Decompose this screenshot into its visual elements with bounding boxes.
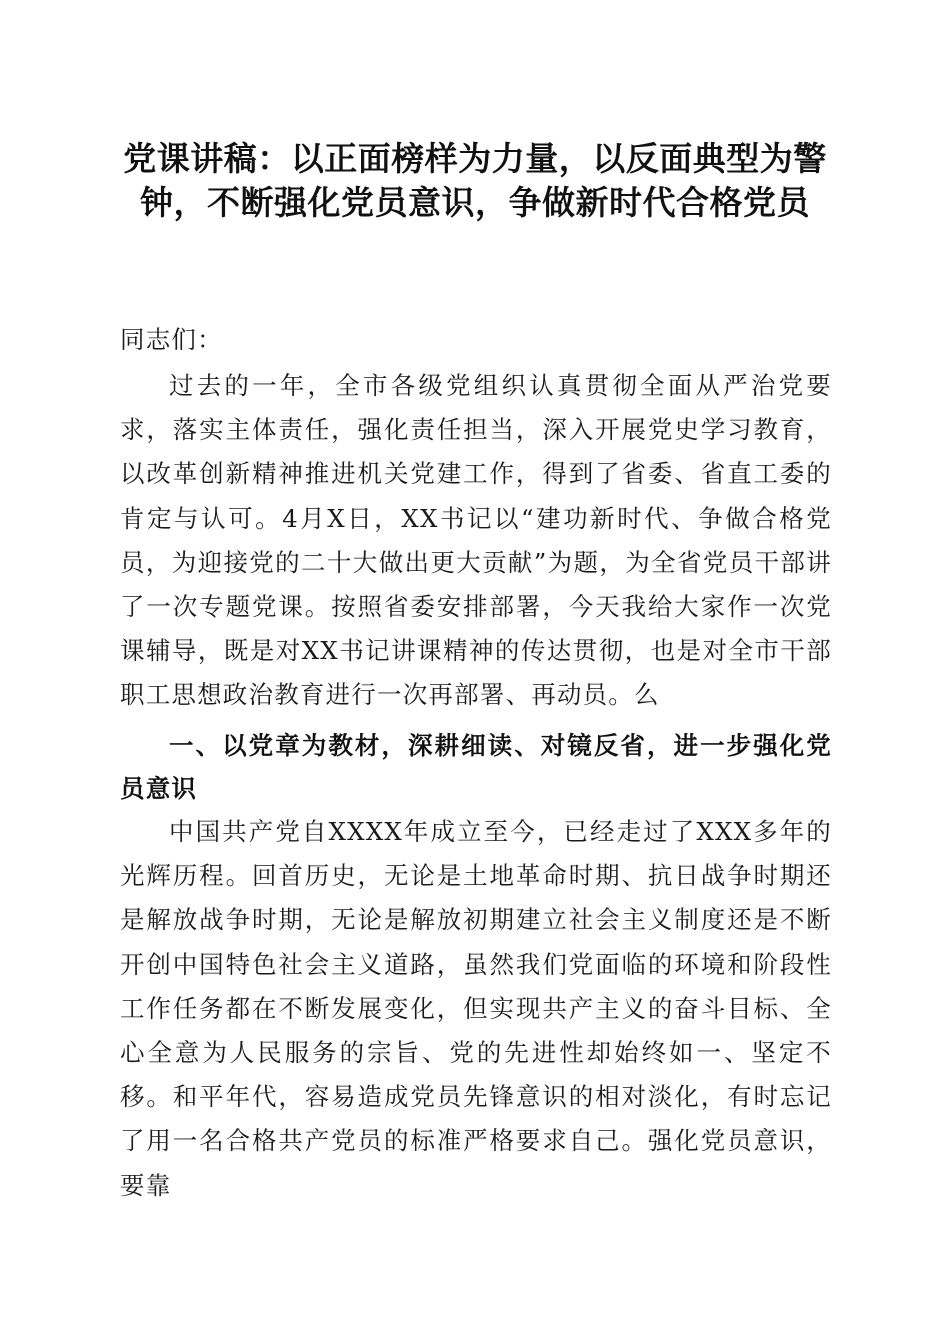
intro-paragraph: 过去的一年，全市各级党组织认真贯彻全面从严治党要求，落实主体责任，强化责任担当，深入开展党史学习教育，以改革创新精神推进机关党建工作，得到了省委、省直工委的肯定与认可。4月X日，XX书记以“建功新时代、争做合格党员，为迎接党的二十大做出更大贡献”为题，为全省党员干部讲了一次专题党课。按照省委安排部署，今天我给大家作一次党课辅导，既是对XX书记讲课精神的传达贯彻，也是对全市干部职工思想政治教育进行一次再部署、再动员。么	[120, 371, 832, 710]
greeting: 同志们：	[120, 325, 223, 354]
section-heading-1: 一、以党章为教材，深耕细读、对镜反省，进一步强化党员意识	[120, 731, 832, 803]
document-title: 党课讲稿：以正面榜样为力量，以反面典型为警钟，不断强化党员意识，争做新时代合格党员	[123, 139, 827, 222]
section-paragraph-1: 中国共产党自XXXX年成立至今，已经走过了XXX多年的光辉历程。回首历史，无论是土地革命时期、抗日战争时期还是解放战争时期，无论是解放初期建立社会主义制度还是不断开创中国特色社会主义道路，虽然我们党面临的环境和阶段性工作任务都在不断发展变化，但实现共产主义的奋斗目标、全心全意为人民服务的宗旨、党的先进性却始终如一、坚定不移。和平年代，容易造成党员先锋意识的相对淡化，有时忘记了用一名合格共产党员的标准严格要求自己。强化党员意识，要靠	[120, 817, 832, 1200]
